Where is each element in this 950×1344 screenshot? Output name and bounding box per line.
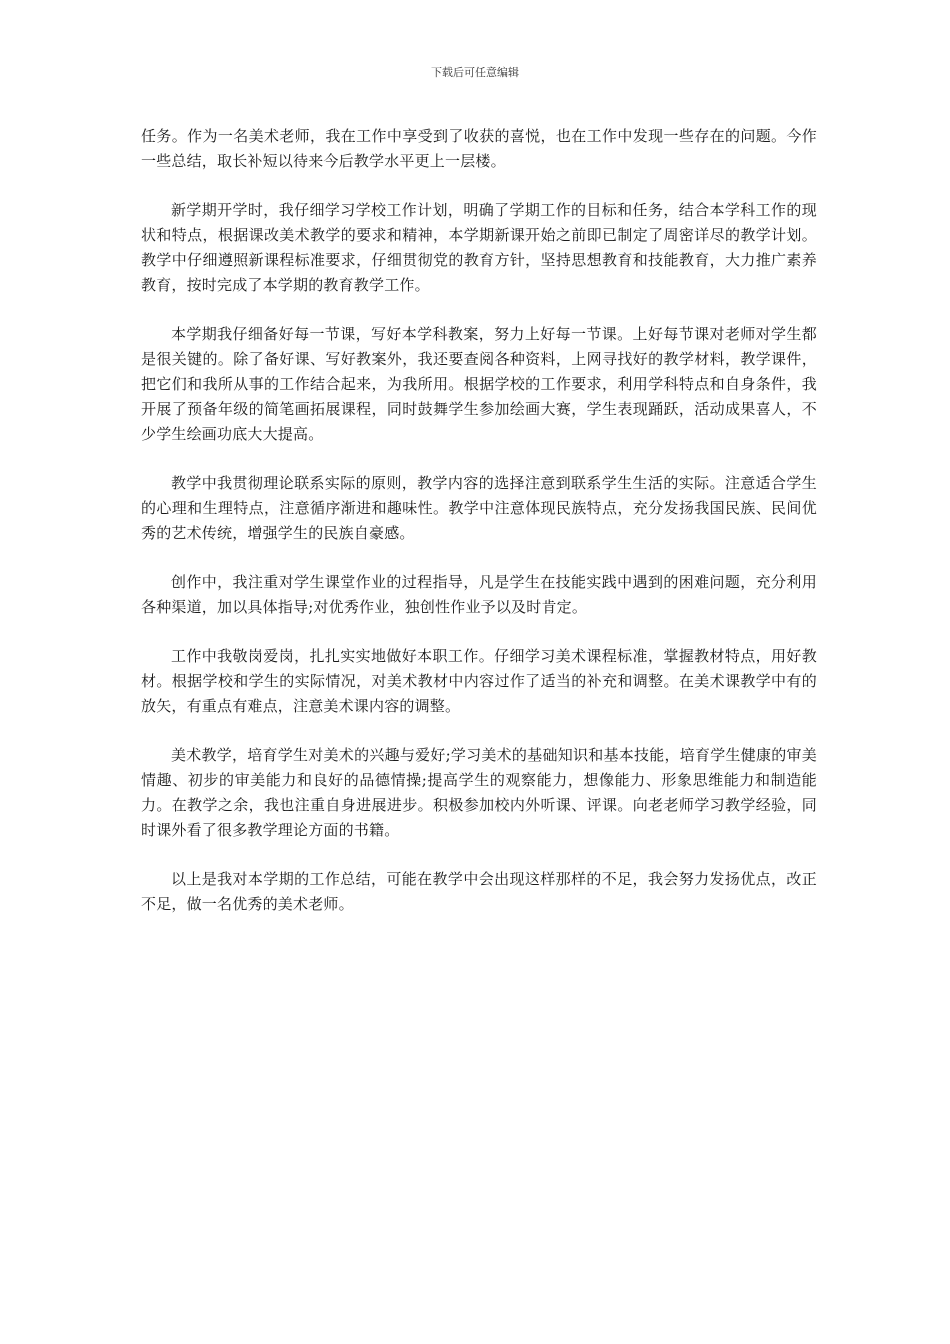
paragraph-3: 本学期我仔细备好每一节课，写好本学科教案，努力上好每一节课。上好每节课对老师对学生都是很关键的。除了备好课、写好教案外，我还要查阅各种资料，上网寻找好的教学材料，教学课件，把它们和我所从事的工作结合起来，为我所用。根据学校的工作要求，利用学科特点和自身条件，我开展了预备年级的简笔画拓展课程，同时鼓舞学生参加绘画大赛，学生表现踊跃，活动成果喜人，不少学生绘画功底大大提高。 [141, 325, 817, 443]
paragraph-7: 美术教学，培育学生对美术的兴趣与爱好;学习美术的基础知识和基本技能，培育学生健康的审美情趣、初步的审美能力和良好的品德情操;提高学生的观察能力，想像能力、形象思维能力和制造能力。在教学之余，我也注重自身进展进步。积极参加校内外听课、评课。向老老师学习教学经验，同时课外看了很多教学理论方面的书籍。 [141, 746, 817, 839]
paragraph-6: 工作中我敬岗爱岗，扎扎实实地做好本职工作。仔细学习美术课程标准，掌握教材特点，用好教材。根据学校和学生的实际情况，对美术教材中内容过作了适当的补充和调整。在美术课教学中有的放矢，有重点有难点，注意美术课内容的调整。 [141, 647, 817, 715]
header-note: 下载后可任意编辑 [431, 66, 519, 79]
paragraph-4: 教学中我贯彻理论联系实际的原则，教学内容的选择注意到联系学生生活的实际。注意适合学生的心理和生理特点，注意循序渐进和趣味性。教学中注意体现民族特点，充分发扬我国民族、民间优秀的艺术传统，增强学生的民族自豪感。 [141, 474, 817, 542]
document-body [141, 124, 817, 941]
paragraph-8: 以上是我对本学期的工作总结，可能在教学中会出现这样那样的不足，我会努力发扬优点，改正不足，做一名优秀的美术老师。 [141, 870, 817, 913]
paragraph-1: 任务。作为一名美术老师，我在工作中享受到了收获的喜悦，也在工作中发现一些存在的问题。今作一些总结，取长补短以待来今后教学水平更上一层楼。 [141, 127, 817, 170]
paragraph-5: 创作中，我注重对学生课堂作业的过程指导，凡是学生在技能实践中遇到的困难问题，充分利用各种渠道，加以具体指导;对优秀作业，独创性作业予以及时肯定。 [141, 573, 817, 616]
paragraph-2: 新学期开学时，我仔细学习学校工作计划，明确了学期工作的目标和任务，结合本学科工作的现状和特点，根据课改美术教学的要求和精神，本学期新课开始之前即已制定了周密详尽的教学计划。教学中仔细遵照新课程标准要求，仔细贯彻党的教育方针，坚持思想教育和技能教育，大力推广素养教育，按时完成了本学期的教育教学工作。 [141, 201, 817, 294]
